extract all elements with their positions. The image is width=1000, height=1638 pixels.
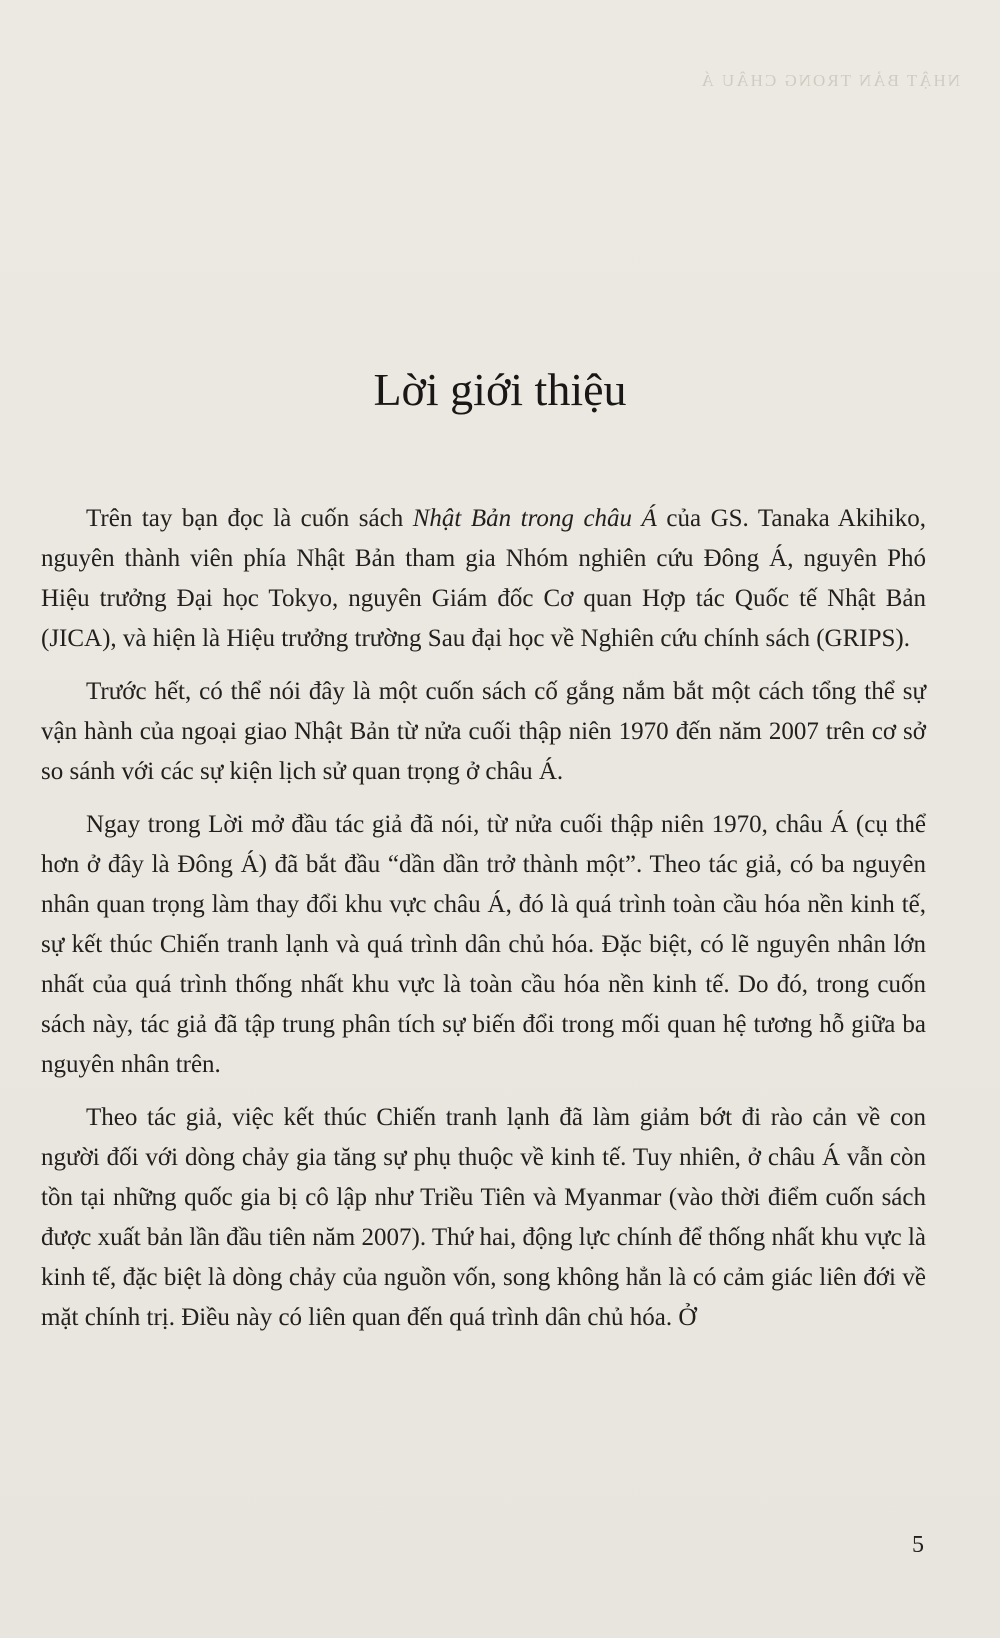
mirrored-running-head: NHẬT BẢN TRONG CHÂU Á [699, 71, 960, 90]
book-title-italic: Nhật Bản trong châu Á [412, 505, 657, 532]
paragraph-2: Trước hết, có thể nói đây là một cuốn sách cố gắng nắm bắt một cách tổng thể sự vận hành của ngoại giao Nhật Bản từ nửa cuối thập niên 1970 đến năm 2007 trên cơ sở so sánh với các sự kiện lịch sử quan trọng ở châu Á. [41, 678, 926, 785]
page-title: Lời giới thiệu [373, 364, 627, 415]
paragraph-3: Ngay trong Lời mở đầu tác giả đã nói, từ nửa cuối thập niên 1970, châu Á (cụ thể hơn ở đây là Đông Á) đã bắt đầu “dần dần trở thành một”. Theo tác giả, có ba nguyên nhân quan trọng làm thay đổi khu vực châu Á, đó là quá trình toàn cầu hóa nền kinh tế, sự kết thúc Chiến tranh lạnh và quá trình dân chủ hóa. Đặc biệt, có lẽ nguyên nhân lớn nhất của quá trình thống nhất khu vực là toàn cầu hóa nền kinh tế. Do đó, trong cuốn sách này, tác giả đã tập trung phân tích sự biến đổi trong mối quan hệ tương hỗ giữa ba nguyên nhân trên. [41, 811, 926, 1078]
paragraph-1-start: Trên tay bạn đọc là cuốn sách [86, 505, 413, 532]
body-text [41, 499, 926, 1351]
bleed-through-text [40, 70, 960, 110]
paragraph-1-end: của GS. Tanaka Akihiko, nguyên thành viên phía Nhật Bản tham gia Nhóm nghiên cứu Đông Á, nguyên Phó Hiệu trưởng Đại học Tokyo, nguyên Giám đốc Cơ quan Hợp tác Quốc tế Nhật Bản (JICA), và hiện là Hiệu trưởng trường Sau đại học về Nghiên cứu chính sách (GRIPS). [41, 505, 926, 652]
paragraph-4: Theo tác giả, việc kết thúc Chiến tranh lạnh đã làm giảm bớt đi rào cản về con người đối với dòng chảy gia tăng sự phụ thuộc về kinh tế. Tuy nhiên, ở châu Á vẫn còn tồn tại những quốc gia bị cô lập như Triều Tiên và Myanmar (vào thời điểm cuốn sách được xuất bản lần đầu tiên năm 2007). Thứ hai, động lực chính để thống nhất khu vực là kinh tế, đặc biệt là dòng chảy của nguồn vốn, song không hẳn là có cảm giác liên đới về mặt chính trị. Điều này có liên quan đến quá trình dân chủ hóa. Ở [41, 1104, 926, 1331]
paragraph-1 [41, 499, 926, 659]
page-number: 5 [912, 1532, 924, 1558]
